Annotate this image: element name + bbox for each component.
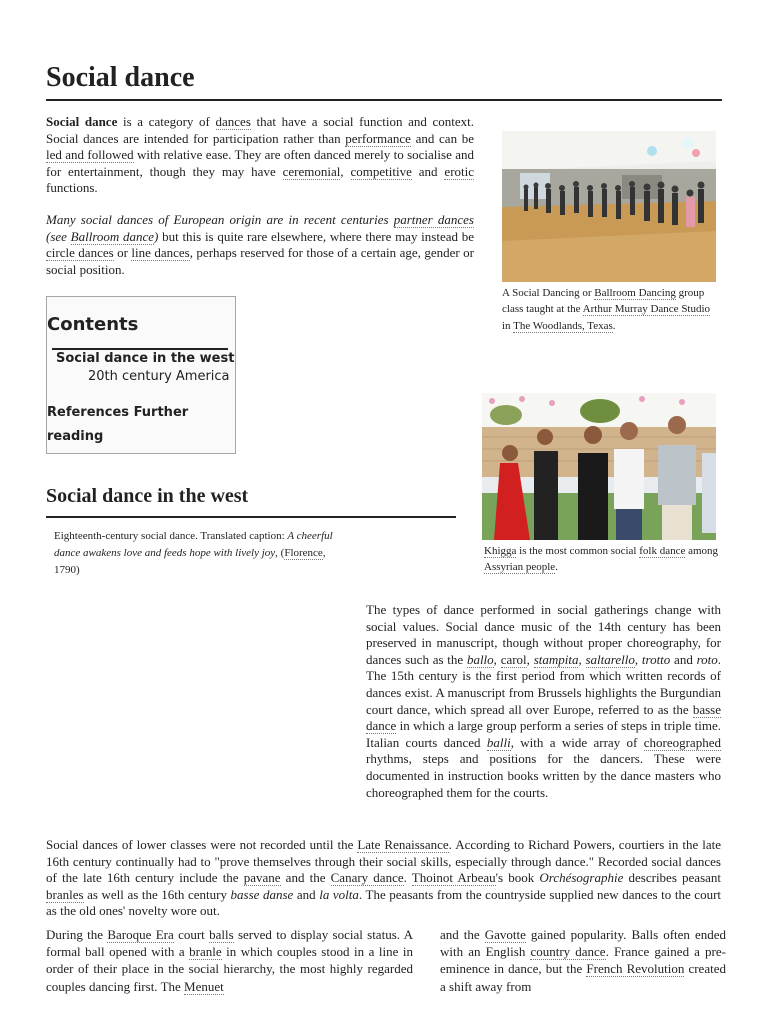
body-text: as well as the 16th century — [83, 886, 231, 902]
body-paragraph-1 — [46, 602, 721, 801]
link-erotic[interactable]: erotic — [444, 163, 475, 179]
figure2-caption — [484, 543, 724, 576]
link-dances[interactable]: dances — [215, 114, 251, 129]
intro-text: , perhaps reserved for those of a certain age, gender or social position. — [46, 245, 474, 277]
link-french-revolution[interactable]: French Revolution — [586, 961, 685, 977]
body-text: in which couples stood in a line in order of their place in the social hierarchy, the most highly regarded couples dancing first. The — [46, 944, 413, 994]
body-text: The types of dance performed in social gatherings change with social values. Social dance music of the 14th century has been preserved in manuscript, though without proper choreography, for dances such as the — [366, 602, 721, 667]
body-italic: Orchésographie — [539, 870, 624, 886]
toc-item-20th-century-america[interactable]: 20th century America — [88, 369, 230, 384]
body-text: in which a large group perform a series of steps in triple time. Italian courts danced — [366, 718, 721, 750]
body-text: . France gained a pre-eminence in dance, but the — [440, 944, 726, 977]
body-text: gained popularity. Balls often ended with an English — [440, 927, 726, 960]
body-text: and — [293, 886, 320, 902]
link-the-woodlands[interactable]: The Woodlands, Texas — [513, 319, 613, 332]
caption-text: among — [685, 545, 719, 557]
caption-text: A Social Dancing or — [502, 287, 595, 299]
body-paragraph-2 — [46, 837, 721, 920]
figure3-placeholder — [46, 602, 366, 796]
body-text: court — [173, 927, 210, 942]
figure3-caption — [54, 528, 339, 579]
body-text: served to display social status. A formal ball opened with a — [46, 927, 413, 960]
caption-text: group class taught at the — [502, 287, 705, 316]
body-text: created a shift away from — [440, 961, 726, 994]
body-text: , with a wide array of — [510, 734, 644, 750]
body-text: . The peasants from the countryside supplied new dances to the court as the old ones' novelty wore out. — [46, 886, 722, 919]
body-italic: la volta — [319, 886, 359, 902]
body-text: rhythms, steps and positions for the dancers. These were documented in instruction books written by the dance masters who choreographed them for the courts. — [366, 751, 721, 800]
figure1-caption — [502, 285, 716, 334]
toc-item-references[interactable]: References Further reading — [47, 405, 189, 444]
caption-text: , 1790) — [54, 547, 326, 576]
link-competitive[interactable]: competitive — [350, 163, 412, 179]
link-pavane[interactable]: pavane — [243, 870, 281, 886]
toc-item-social-dance-in-the-west[interactable]: Social dance in the west — [56, 351, 235, 366]
link-carol[interactable]: carol — [500, 651, 527, 667]
body-text: . — [403, 870, 412, 886]
link-late-renaissance[interactable]: Late Renaissance — [357, 837, 449, 852]
link-ballroom-dancing[interactable]: Ballroom Dancing — [594, 287, 676, 299]
intro-text: Many social dances of European origin are in recent centuries — [46, 212, 394, 227]
body-text: and the — [280, 870, 331, 886]
caption-text: in — [502, 319, 514, 332]
intro-text: ) — [154, 228, 159, 244]
link-arthur-murray[interactable]: Arthur Murray Dance Studio — [582, 303, 711, 316]
link-canary-dance[interactable]: Canary dance — [330, 870, 404, 886]
intro-paragraph-1 — [46, 114, 474, 197]
intro-text: , — [340, 163, 351, 179]
intro-term: Social dance — [46, 114, 118, 129]
link-branles[interactable]: branles — [46, 886, 84, 902]
link-balli[interactable]: balli — [486, 734, 511, 750]
link-country-dance[interactable]: country dance — [530, 944, 606, 960]
intro-text: is a category of — [117, 114, 216, 129]
link-assyrian-people[interactable]: Assyrian people — [484, 561, 556, 574]
body-text: . According to Richard Powers, courtiers in the late 16th century continually had to "prove themselves through their social skills, especially through dance." Recorded social dances of the late 16th century include the — [46, 837, 722, 886]
caption-text: , ( — [275, 547, 285, 559]
body-text: , — [526, 651, 534, 667]
body-text: , — [634, 651, 642, 667]
intro-text: functions. — [46, 180, 98, 196]
title-divider — [46, 99, 722, 101]
link-branle[interactable]: branle — [189, 944, 222, 960]
caption-text: . — [555, 561, 558, 574]
body-text: and — [670, 651, 697, 667]
caption-text: . — [612, 319, 616, 332]
link-partner-dances[interactable]: partner dances — [393, 212, 474, 227]
link-circle-dances[interactable]: circle dances — [46, 245, 114, 261]
caption-italic: A cheerful dance awakens love and feeds hope with lively joy — [54, 530, 333, 559]
body-text: , — [578, 651, 586, 667]
caption-text: is the most common social — [516, 545, 640, 557]
link-line-dances[interactable]: line dances — [131, 245, 190, 261]
body-italic: basse danse — [230, 886, 294, 902]
link-stampita[interactable]: stampita — [533, 651, 579, 667]
link-basse-dance[interactable]: basse dance — [366, 701, 721, 734]
section-title: Social dance in the west — [46, 485, 249, 507]
body-text: . The 15th century is the first period from which written records of dances exist. A manuscript from Brussels highlights the Burgundian court dance, which spread all over Europe, referred to as the — [366, 651, 722, 717]
intro-paragraph-2 — [46, 212, 474, 278]
link-thoinot-arbeau[interactable]: Thoinot Arbeau — [411, 870, 496, 886]
link-ballo[interactable]: ballo — [466, 651, 494, 667]
link-khigga[interactable]: Khigga — [484, 545, 517, 557]
link-performance[interactable]: performance — [345, 130, 411, 146]
caption-text: Eighteenth-century social dance. Translated caption: — [54, 530, 288, 542]
dance-studio-photo[interactable] — [502, 131, 716, 282]
body-column-right — [440, 926, 726, 995]
toc-title: Contents — [47, 314, 139, 335]
link-menuet[interactable]: Menuet — [184, 978, 224, 994]
link-led-and-followed[interactable]: led and followed — [46, 147, 134, 163]
link-florence[interactable]: Florence — [284, 547, 323, 559]
intro-text: with relative ease. They are often danced merely to socialise and for entertainment, though they may have — [46, 147, 474, 179]
intro-text: and — [411, 163, 445, 179]
body-text: , — [493, 651, 501, 667]
link-gavotte[interactable]: Gavotte — [484, 927, 526, 942]
link-ballroom-dance[interactable]: Ballroom dance — [70, 228, 155, 244]
link-folk-dance[interactable]: folk dance — [639, 545, 686, 557]
body-italic: roto — [696, 651, 718, 667]
link-choreographed[interactable]: choreographed — [643, 734, 721, 750]
link-ceremonial[interactable]: ceremonial — [282, 163, 341, 179]
body-column-left — [46, 926, 413, 995]
section-divider — [46, 516, 456, 518]
page-title: Social dance — [46, 62, 195, 93]
intro-text: and can be — [410, 130, 474, 146]
intro-text: (see — [46, 228, 71, 244]
intro-text: but this is quite rare elsewhere, where there may instead be — [158, 228, 474, 244]
intro-text: that have a social function and context. Social dances are intended for participation rather than — [46, 114, 474, 146]
body-text: describes peasant — [623, 870, 722, 886]
link-saltarello[interactable]: saltarello — [585, 651, 635, 667]
body-italic: trotto — [641, 651, 671, 667]
intro-text: or — [113, 245, 132, 261]
khigga-dance-photo[interactable] — [482, 393, 716, 540]
link-balls[interactable]: balls — [209, 927, 234, 942]
body-text: and the — [440, 927, 485, 942]
body-text: 's book — [495, 870, 540, 886]
body-text: During the — [46, 927, 108, 942]
link-baroque-era[interactable]: Baroque Era — [107, 927, 174, 942]
body-text: Social dances of lower classes were not recorded until the — [46, 837, 358, 852]
